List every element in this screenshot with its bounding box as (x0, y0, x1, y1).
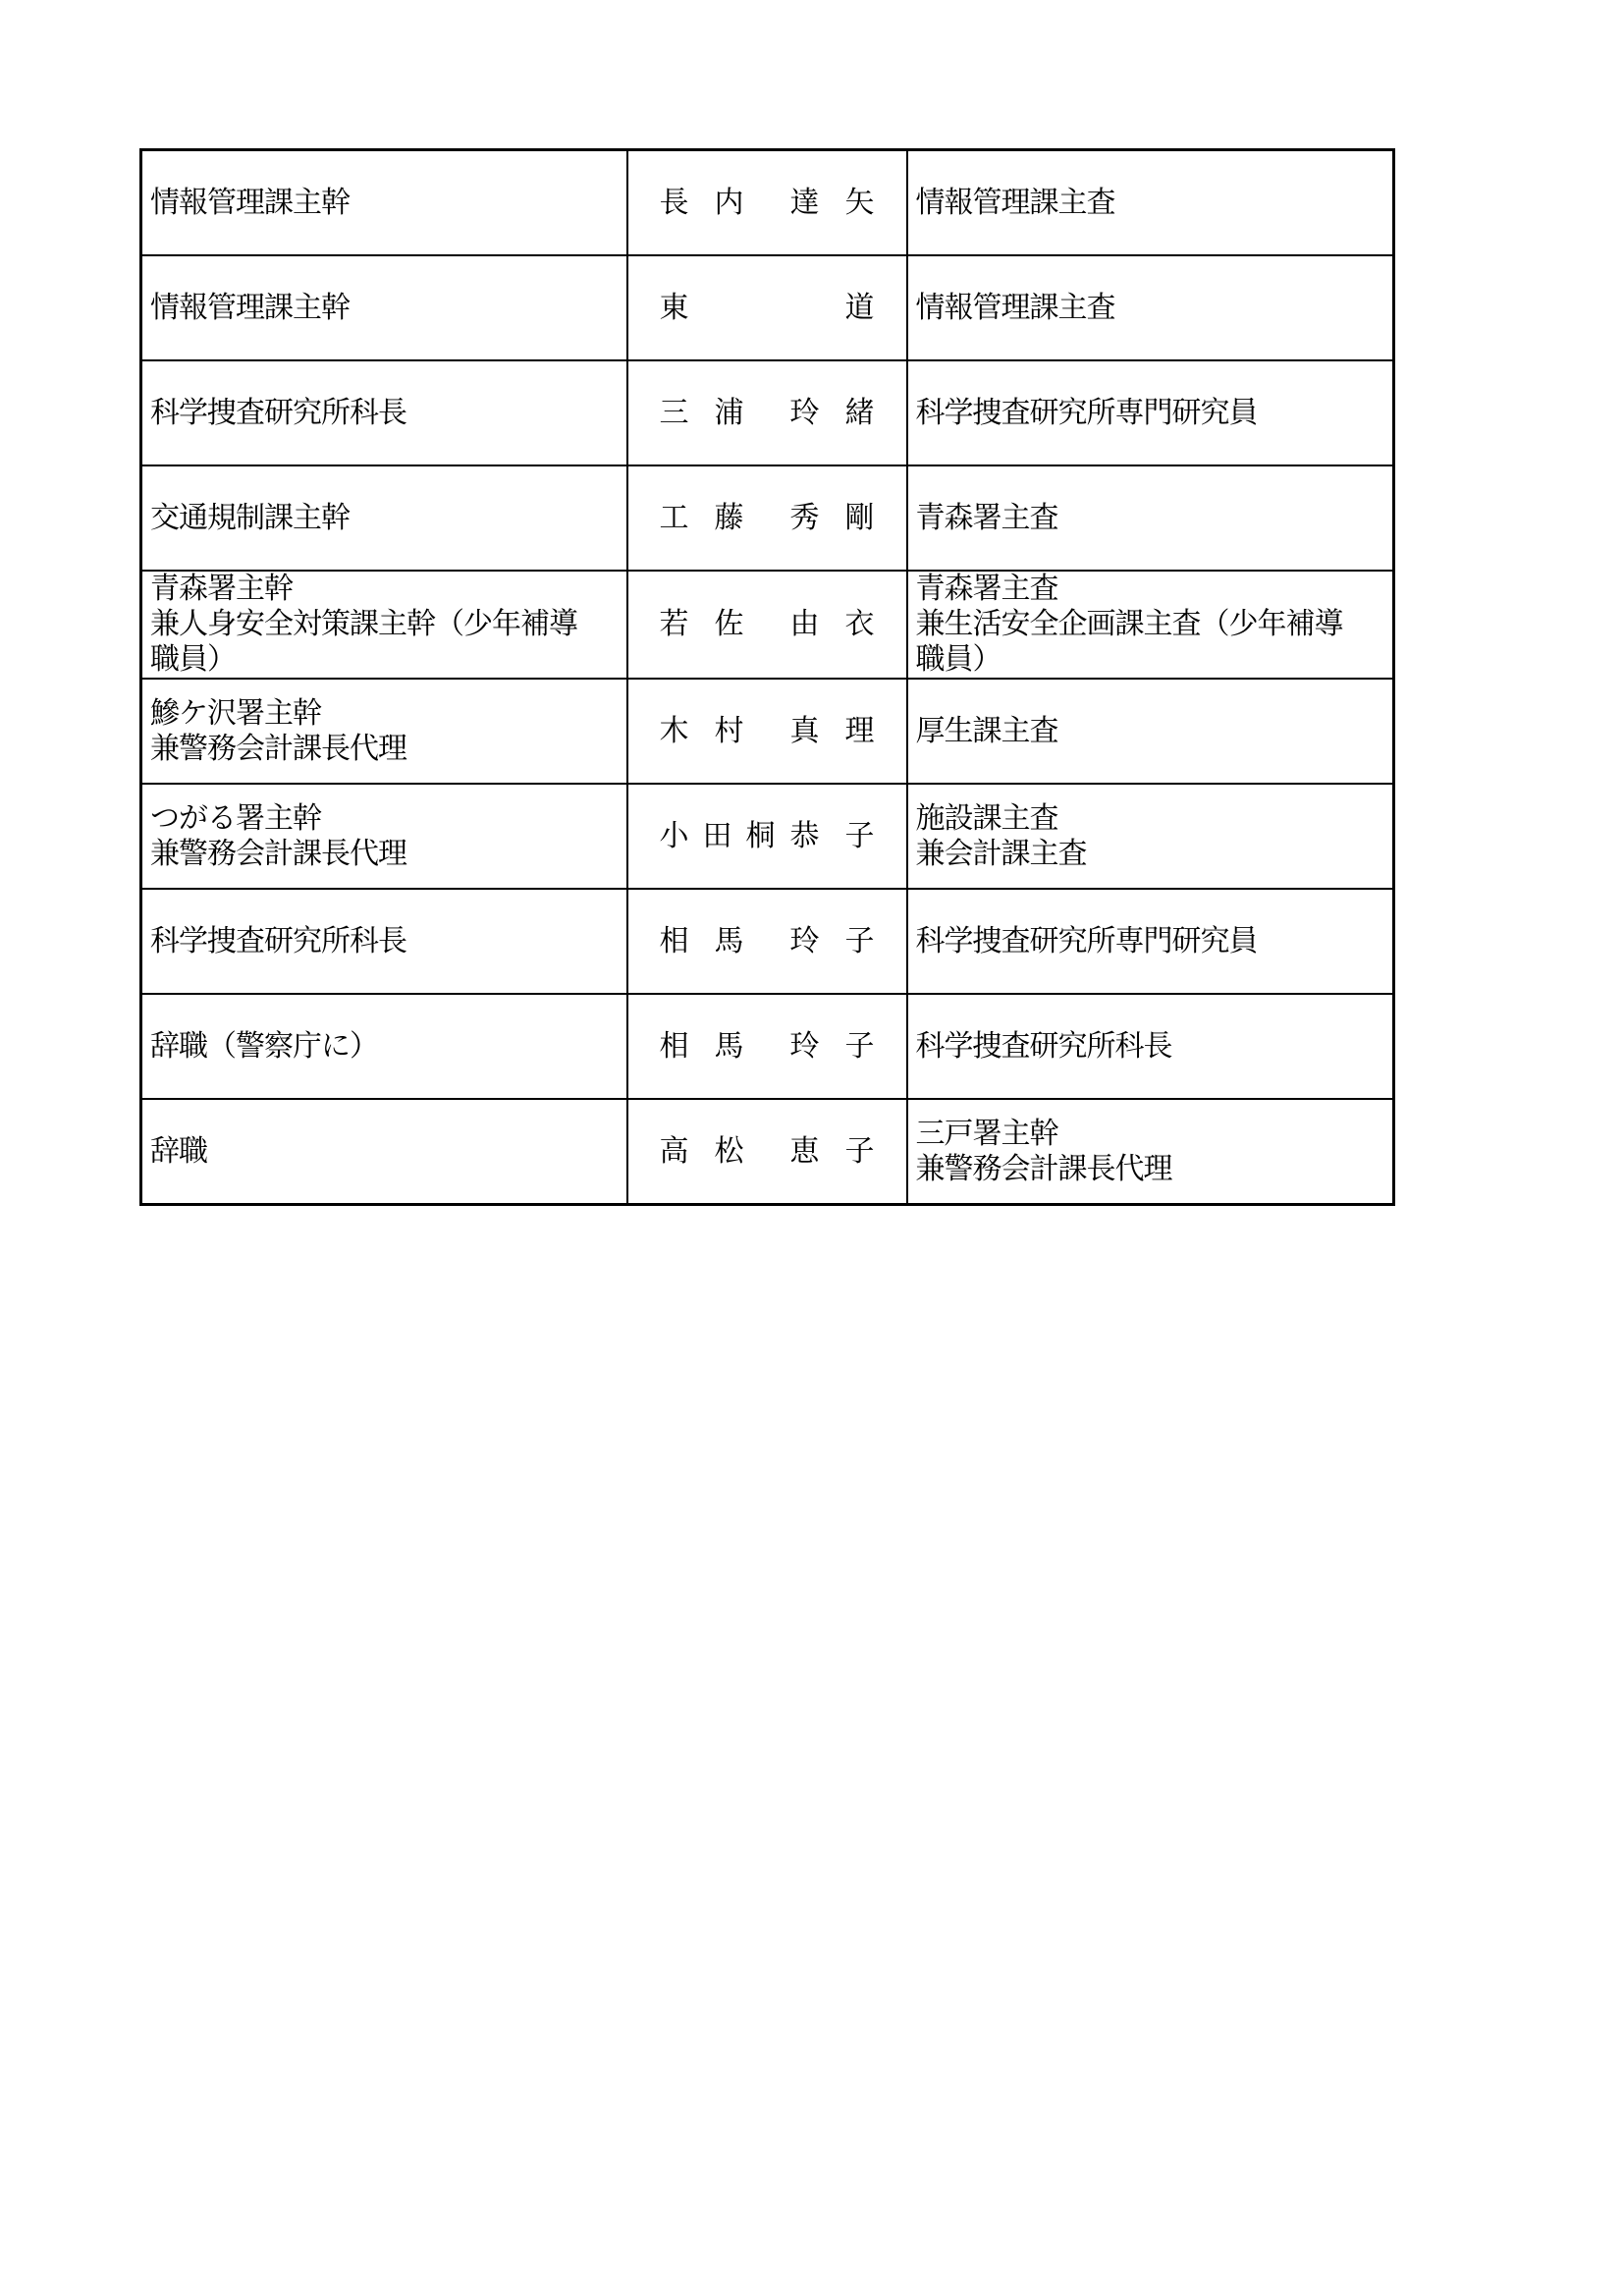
name-character: 桐 (745, 818, 776, 853)
new-position-line: 辞職（警察庁に） (150, 1028, 378, 1064)
name-character: 秀 (789, 500, 820, 535)
old-position-cell (907, 994, 1394, 1099)
name-character: 理 (844, 713, 875, 748)
name-character: 若 (659, 607, 689, 641)
name-cell (627, 465, 907, 571)
table-row (141, 1099, 1394, 1205)
old-position-line: 兼警務会計課長代理 (915, 1151, 1172, 1186)
new-position-line: 職員） (150, 642, 236, 677)
old-position-cell (907, 889, 1394, 994)
name-character: 小 (659, 818, 689, 853)
name-cell (627, 994, 907, 1099)
name-character: 玲 (789, 1028, 820, 1064)
name-character: 長 (659, 185, 689, 220)
family-name (660, 186, 744, 221)
new-position-line: 科学捜査研究所科長 (150, 395, 406, 430)
new-position-line: 情報管理課主幹 (150, 185, 350, 220)
name-cell (627, 1099, 907, 1205)
name-wrap (628, 256, 906, 359)
name-character: 田 (702, 818, 732, 853)
family-name (660, 1029, 744, 1065)
name-character: 藤 (714, 500, 744, 535)
name-wrap (628, 680, 906, 783)
personnel-table-body (141, 150, 1394, 1205)
table-row (141, 465, 1394, 571)
name-wrap (628, 151, 906, 254)
name-cell (627, 360, 907, 465)
old-position-line: 職員） (915, 642, 1001, 677)
new-position-line: 兼警務会計課長代理 (150, 731, 406, 766)
name-character: 木 (659, 713, 689, 748)
name-cell (627, 571, 907, 679)
new-position-cell (141, 679, 627, 784)
name-character: 馬 (714, 1028, 744, 1064)
family-name (660, 607, 744, 642)
name-character: 工 (659, 500, 689, 535)
name-character: 玲 (789, 923, 820, 958)
name-character: 矢 (844, 185, 875, 220)
old-position-line: 兼会計課主査 (915, 836, 1087, 871)
name-cell (627, 679, 907, 784)
new-position-line: 情報管理課主幹 (150, 290, 350, 325)
name-cell (627, 150, 907, 256)
name-character: 佐 (714, 607, 744, 641)
new-position-cell (141, 1099, 627, 1205)
given-name (790, 924, 875, 959)
old-position-line: 施設課主査 (915, 800, 1058, 836)
new-position-line: 兼警務会計課長代理 (150, 836, 406, 871)
name-character: 玲 (789, 395, 820, 430)
old-position-cell (907, 255, 1394, 360)
name-character: 浦 (714, 395, 744, 430)
name-character: 子 (844, 1028, 875, 1064)
new-position-cell (141, 255, 627, 360)
old-position-cell (907, 571, 1394, 679)
family-name (660, 924, 744, 959)
family-name (660, 501, 744, 536)
name-character: 子 (844, 923, 875, 958)
table-row (141, 994, 1394, 1099)
old-position-cell (907, 360, 1394, 465)
family-name (660, 819, 776, 854)
new-position-line: 科学捜査研究所科長 (150, 923, 406, 958)
name-wrap (628, 1100, 906, 1203)
name-character: 松 (714, 1133, 744, 1169)
name-character: 東 (659, 290, 689, 325)
name-character: 恭 (789, 818, 820, 853)
new-position-line: つがる署主幹 (150, 800, 321, 836)
name-wrap (628, 785, 906, 888)
name-character: 衣 (844, 607, 875, 641)
old-position-line: 兼生活安全企画課主査（少年補導 (915, 607, 1343, 641)
name-character: 子 (844, 818, 875, 853)
given-name (790, 714, 875, 749)
old-position-cell (907, 784, 1394, 889)
name-character: 恵 (789, 1133, 820, 1169)
table-row (141, 360, 1394, 465)
table-row (141, 679, 1394, 784)
family-name (660, 291, 689, 326)
given-name (790, 1134, 875, 1170)
name-character: 内 (714, 185, 744, 220)
given-name (845, 291, 875, 326)
old-position-line: 情報管理課主査 (915, 290, 1115, 325)
name-wrap (628, 466, 906, 570)
new-position-line: 辞職 (150, 1133, 207, 1169)
name-character: 馬 (714, 923, 744, 958)
old-position-line: 青森署主査 (915, 572, 1058, 606)
new-position-cell (141, 784, 627, 889)
old-position-cell (907, 1099, 1394, 1205)
family-name (660, 714, 744, 749)
new-position-cell (141, 889, 627, 994)
new-position-cell (141, 465, 627, 571)
old-position-cell (907, 150, 1394, 256)
name-cell (627, 255, 907, 360)
new-position-line: 青森署主幹 (150, 572, 293, 606)
new-position-cell (141, 360, 627, 465)
old-position-line: 科学捜査研究所専門研究員 (915, 923, 1258, 958)
given-name (790, 1029, 875, 1065)
name-wrap (628, 361, 906, 465)
given-name (790, 186, 875, 221)
given-name (790, 819, 875, 854)
old-position-line: 厚生課主査 (915, 713, 1058, 748)
new-position-cell (141, 994, 627, 1099)
new-position-line: 交通規制課主幹 (150, 500, 350, 535)
table-row (141, 255, 1394, 360)
old-position-cell (907, 679, 1394, 784)
table-row (141, 150, 1394, 256)
new-position-cell (141, 571, 627, 679)
name-wrap (628, 572, 906, 678)
personnel-table (139, 148, 1395, 1206)
old-position-line: 青森署主査 (915, 500, 1058, 535)
name-character: 達 (789, 185, 820, 220)
table-row (141, 571, 1394, 679)
name-wrap (628, 890, 906, 993)
name-character: 由 (789, 607, 820, 641)
name-character: 真 (789, 713, 820, 748)
name-character: 相 (659, 1028, 689, 1064)
given-name (790, 501, 875, 536)
name-character: 剛 (844, 500, 875, 535)
name-character: 緒 (844, 395, 875, 430)
name-wrap (628, 995, 906, 1098)
old-position-line: 科学捜査研究所専門研究員 (915, 395, 1258, 430)
given-name (790, 607, 875, 642)
name-character: 村 (714, 713, 744, 748)
name-character: 相 (659, 923, 689, 958)
new-position-cell (141, 150, 627, 256)
old-position-line: 情報管理課主査 (915, 185, 1115, 220)
new-position-line: 鰺ケ沢署主幹 (150, 695, 321, 731)
family-name (660, 396, 744, 431)
given-name (790, 396, 875, 431)
name-character: 道 (844, 290, 875, 325)
family-name (660, 1134, 744, 1170)
table-row (141, 784, 1394, 889)
old-position-line: 科学捜査研究所科長 (915, 1028, 1172, 1064)
old-position-cell (907, 465, 1394, 571)
name-character: 高 (659, 1133, 689, 1169)
new-position-line: 兼人身安全対策課主幹（少年補導 (150, 607, 577, 641)
name-cell (627, 784, 907, 889)
name-cell (627, 889, 907, 994)
old-position-line: 三戸署主幹 (915, 1116, 1058, 1151)
table-row (141, 889, 1394, 994)
name-character: 三 (659, 395, 689, 430)
name-character: 子 (844, 1133, 875, 1169)
